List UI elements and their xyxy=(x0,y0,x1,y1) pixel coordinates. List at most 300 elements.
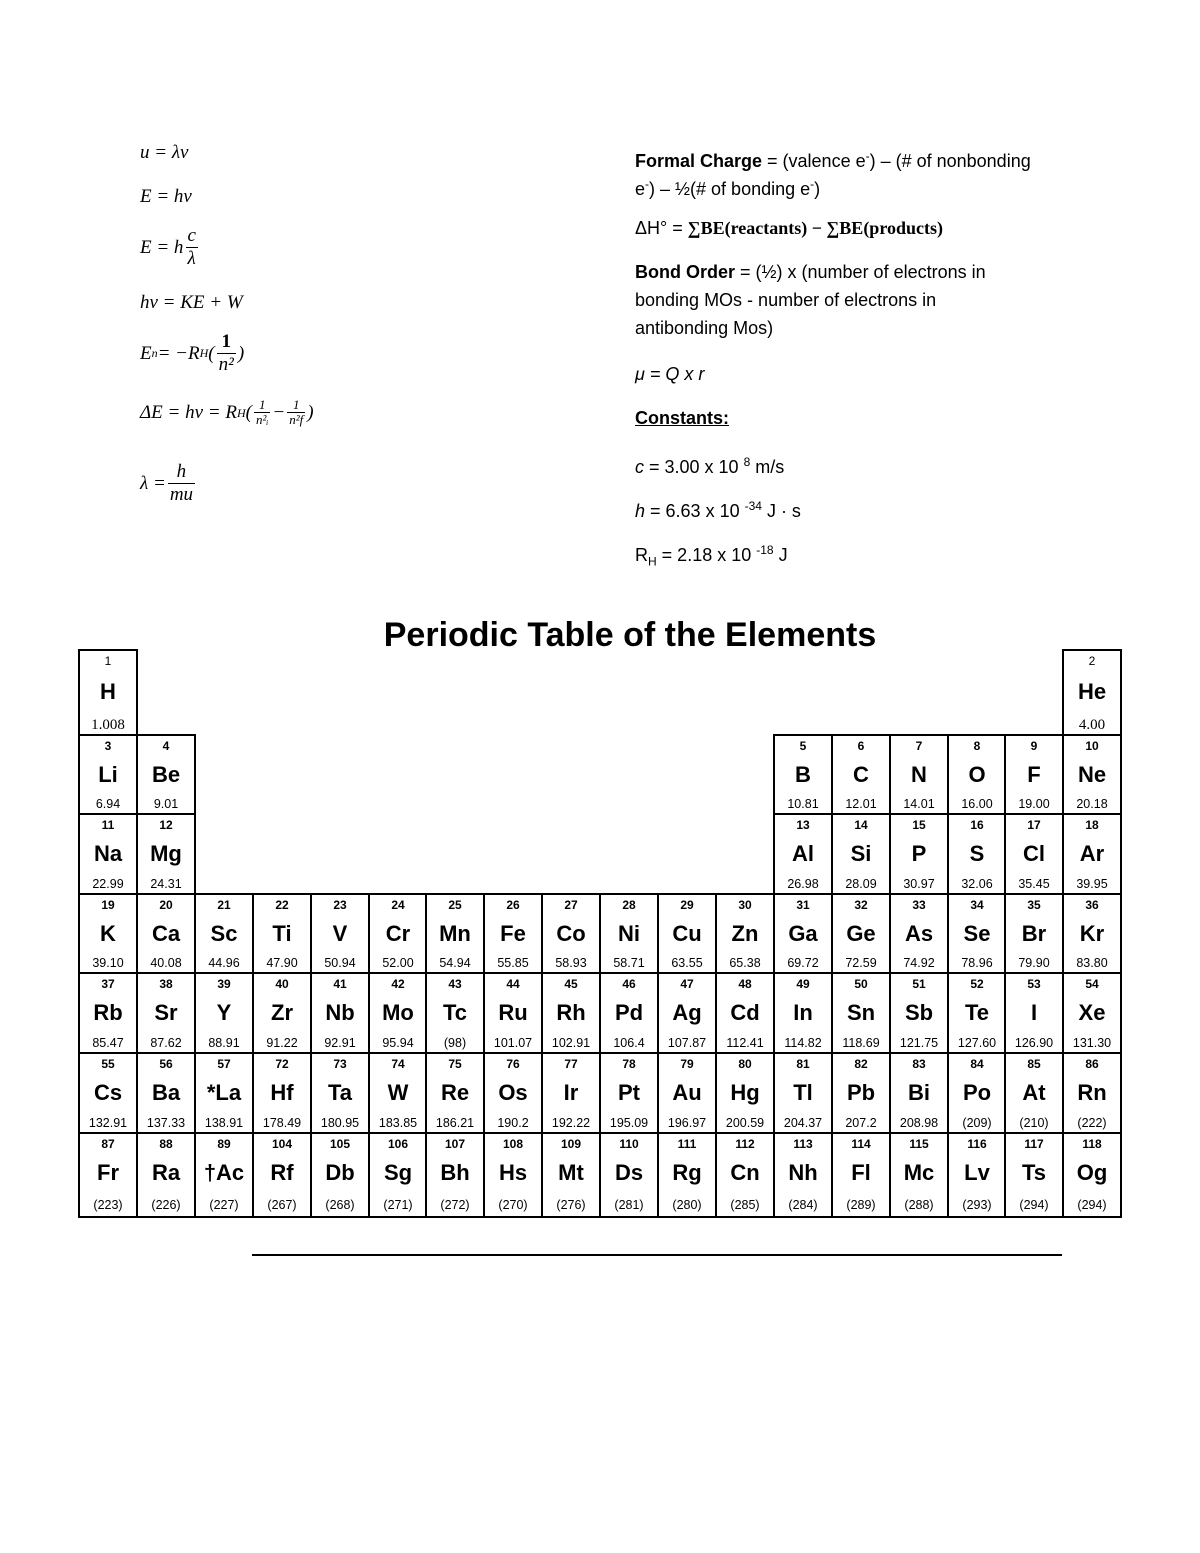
numerator: 1 xyxy=(221,331,231,352)
enthalpy-formula xyxy=(635,214,943,242)
element-cell-tl xyxy=(773,1052,833,1136)
atomic-number: 47 xyxy=(680,977,694,991)
atomic-number: 85 xyxy=(1027,1057,1041,1071)
atomic-mass: (268) xyxy=(325,1198,355,1212)
fraction xyxy=(168,462,195,506)
element-cell-og xyxy=(1062,1132,1122,1218)
element-symbol: B xyxy=(795,762,811,787)
atomic-number: 104 xyxy=(271,1137,293,1151)
constants-heading xyxy=(635,404,729,432)
element-cell-in xyxy=(773,972,833,1056)
atomic-mass: 95.94 xyxy=(382,1036,414,1050)
atomic-number: 38 xyxy=(159,977,173,991)
equation-text: λ = xyxy=(140,472,166,494)
element-cell-kr xyxy=(1062,893,1122,976)
element-cell-ga xyxy=(773,893,833,976)
atomic-mass: 131.30 xyxy=(1072,1036,1112,1050)
paren: ( xyxy=(208,342,215,364)
bond-order-label: Bond Order xyxy=(635,262,736,282)
element-cell-c xyxy=(831,734,891,817)
bond-order-line3: antibonding Mos) xyxy=(635,318,774,338)
atomic-mass: 69.72 xyxy=(787,956,819,970)
atomic-mass: 180.95 xyxy=(320,1116,360,1130)
paren: ) xyxy=(307,402,314,424)
formula-text: m/s xyxy=(750,457,785,477)
atomic-number: 49 xyxy=(796,977,810,991)
element-cell-ac xyxy=(194,1132,254,1218)
element-cell-rh xyxy=(541,972,601,1056)
atomic-number: 5 xyxy=(799,739,807,753)
element-cell-zn xyxy=(715,893,775,976)
atomic-number: 2 xyxy=(1088,654,1096,668)
atomic-number: 72 xyxy=(275,1057,289,1071)
element-cell-cl xyxy=(1004,813,1064,897)
element-symbol: Al xyxy=(792,841,814,866)
element-cell-mg xyxy=(136,813,196,897)
equation-text: u = λv xyxy=(140,142,189,163)
atomic-number: 43 xyxy=(448,977,462,991)
element-symbol: Ba xyxy=(151,1080,181,1105)
atomic-mass: 178.49 xyxy=(262,1116,302,1130)
atomic-number: 11 xyxy=(101,818,115,832)
atomic-mass: (280) xyxy=(672,1198,702,1212)
element-cell-ag xyxy=(657,972,717,1056)
element-cell-mo xyxy=(368,972,428,1056)
element-cell-i xyxy=(1004,972,1064,1056)
element-symbol: Fe xyxy=(500,921,526,946)
subscript: n xyxy=(151,346,158,361)
element-cell-nh xyxy=(773,1132,833,1218)
element-symbol: Os xyxy=(498,1080,528,1105)
element-cell-pt xyxy=(599,1052,659,1136)
mu-symbol: μ xyxy=(635,364,645,384)
fraction xyxy=(217,332,236,376)
atomic-mass: 106.4 xyxy=(613,1036,645,1050)
atomic-mass: 16.00 xyxy=(961,797,993,811)
atomic-number: 14 xyxy=(854,818,868,832)
element-cell-sr xyxy=(136,972,196,1056)
element-cell-au xyxy=(657,1052,717,1136)
element-symbol: Tc xyxy=(442,1000,468,1025)
atomic-number: 115 xyxy=(909,1137,929,1151)
atomic-mass: 10.81 xyxy=(787,797,819,811)
atomic-mass: 12.01 xyxy=(845,797,877,811)
element-symbol: At xyxy=(1022,1080,1046,1105)
element-symbol: Cs xyxy=(93,1080,123,1105)
element-symbol: Db xyxy=(325,1160,355,1185)
atomic-number: 19 xyxy=(101,898,115,912)
atomic-mass: 183.85 xyxy=(378,1116,418,1130)
element-cell-bh xyxy=(425,1132,485,1218)
element-cell-ge xyxy=(831,893,891,976)
formal-charge-label: Formal Charge xyxy=(635,151,763,171)
atomic-number: 117 xyxy=(1024,1137,1044,1151)
constant-symbol: h xyxy=(635,501,646,521)
atomic-number: 26 xyxy=(506,898,520,912)
atomic-number: 80 xyxy=(738,1057,752,1071)
formula-text: = (½) x (number of electrons in xyxy=(735,262,986,282)
subscript: H xyxy=(199,346,209,361)
atomic-number: 37 xyxy=(101,977,115,991)
atomic-mass: 132.91 xyxy=(88,1116,128,1130)
atomic-mass: 22.99 xyxy=(92,877,124,891)
element-symbol: Cu xyxy=(672,921,702,946)
fraction xyxy=(185,226,197,270)
atomic-mass: 58.93 xyxy=(555,956,587,970)
element-cell-li xyxy=(78,734,138,817)
atomic-number: 79 xyxy=(680,1057,694,1071)
element-symbol: Ne xyxy=(1077,762,1107,787)
element-symbol: Si xyxy=(850,841,872,866)
atomic-number: 46 xyxy=(622,977,636,991)
atomic-number: 13 xyxy=(796,818,810,832)
atomic-number: 105 xyxy=(329,1137,351,1151)
atomic-number: 73 xyxy=(333,1057,347,1071)
atomic-mass: (226) xyxy=(151,1198,181,1212)
page-title: Periodic Table of the Elements xyxy=(383,616,877,654)
element-symbol: Pt xyxy=(618,1080,640,1105)
atomic-number: 6 xyxy=(857,739,865,753)
atomic-number: 82 xyxy=(854,1057,868,1071)
element-cell-cr xyxy=(368,893,428,976)
atomic-number: 110 xyxy=(619,1137,639,1151)
atomic-mass: 28.09 xyxy=(845,877,877,891)
atomic-number: 54 xyxy=(1085,977,1099,991)
constants-label: Constants: xyxy=(635,408,729,428)
element-cell-rf xyxy=(252,1132,312,1218)
bond-order-line2: bonding MOs - number of electrons in xyxy=(635,290,937,310)
formal-charge-line2 xyxy=(635,170,820,203)
element-symbol: Rh xyxy=(556,1000,586,1025)
element-cell-re xyxy=(425,1052,485,1136)
atomic-number: 29 xyxy=(680,898,694,912)
formula-text: ) – ½(# of bonding e xyxy=(649,179,811,199)
atomic-mass: 112.41 xyxy=(726,1036,764,1050)
atomic-number: 28 xyxy=(622,898,636,912)
atomic-number: 12 xyxy=(159,818,173,832)
element-cell-h xyxy=(78,649,138,737)
atomic-number: 21 xyxy=(217,898,231,912)
constant-symbol: R xyxy=(635,545,648,565)
element-cell-cu xyxy=(657,893,717,976)
element-symbol: V xyxy=(332,921,348,946)
atomic-number: 109 xyxy=(560,1137,582,1151)
element-cell-o xyxy=(947,734,1007,817)
atomic-number: 15 xyxy=(912,818,926,832)
constant-planck xyxy=(635,492,801,525)
atomic-number: 1 xyxy=(104,654,112,668)
element-cell-sn xyxy=(831,972,891,1056)
element-symbol: Xe xyxy=(1078,1000,1106,1025)
element-cell-he xyxy=(1062,649,1122,737)
atomic-number: 17 xyxy=(1027,818,1041,832)
denominator: n² xyxy=(218,353,234,375)
atomic-mass: 74.92 xyxy=(903,956,935,970)
element-symbol: Cd xyxy=(730,1000,760,1025)
element-cell-hs xyxy=(483,1132,543,1218)
element-symbol: F xyxy=(1027,762,1041,787)
element-cell-at xyxy=(1004,1052,1064,1136)
atomic-number: 40 xyxy=(275,977,289,991)
formula-text: e xyxy=(635,179,646,199)
element-symbol: Mc xyxy=(903,1160,935,1185)
element-symbol: Rf xyxy=(270,1160,294,1185)
equation-text: E = h xyxy=(140,236,184,258)
atomic-number: 55 xyxy=(101,1057,115,1071)
atomic-mass: 91.22 xyxy=(266,1036,298,1050)
atomic-mass: (294) xyxy=(1019,1198,1049,1212)
atomic-mass: (294) xyxy=(1077,1198,1107,1212)
atomic-mass: (271) xyxy=(383,1198,413,1212)
element-symbol: Cn xyxy=(730,1160,760,1185)
atomic-number: 27 xyxy=(564,898,578,912)
atomic-mass: 207.2 xyxy=(845,1116,877,1130)
denominator: n²f xyxy=(289,412,304,428)
element-symbol: Ni xyxy=(618,921,640,946)
element-cell-y xyxy=(194,972,254,1056)
equation-photoelectric xyxy=(140,292,243,314)
element-symbol: Br xyxy=(1021,921,1047,946)
atomic-mass: (276) xyxy=(556,1198,586,1212)
atomic-number: 108 xyxy=(502,1137,524,1151)
element-cell-zr xyxy=(252,972,312,1056)
atomic-mass: (223) xyxy=(93,1198,123,1212)
element-cell-co xyxy=(541,893,601,976)
element-symbol: Se xyxy=(963,921,991,946)
divider-line xyxy=(252,1254,1062,1256)
element-cell-si xyxy=(831,813,891,897)
element-symbol: Nb xyxy=(325,1000,355,1025)
element-cell-ne xyxy=(1062,734,1122,817)
atomic-mass: 58.71 xyxy=(613,956,645,970)
element-symbol: Po xyxy=(962,1080,992,1105)
constant-symbol: c xyxy=(635,457,644,477)
atomic-mass: 190.2 xyxy=(497,1116,529,1130)
formula-text: ) xyxy=(814,179,821,199)
atomic-number: 31 xyxy=(796,898,810,912)
atomic-mass: 4.00 xyxy=(1078,717,1106,733)
atomic-number: 51 xyxy=(912,977,926,991)
element-cell-te xyxy=(947,972,1007,1056)
atomic-number: 113 xyxy=(793,1137,813,1151)
atomic-mass: (227) xyxy=(209,1198,239,1212)
atomic-mass: 19.00 xyxy=(1018,797,1050,811)
formula-text: = 6.63 x 10 xyxy=(645,501,745,521)
exponent: 8 xyxy=(743,455,751,469)
atomic-number: 18 xyxy=(1085,818,1099,832)
element-cell-lv xyxy=(947,1132,1007,1218)
atomic-number: 56 xyxy=(159,1057,173,1071)
formula-text: ) – (# of nonbonding xyxy=(869,151,1031,171)
atomic-number: 89 xyxy=(217,1137,231,1151)
element-cell-k xyxy=(78,893,138,976)
element-cell-al xyxy=(773,813,833,897)
element-symbol: Kr xyxy=(1079,921,1105,946)
element-symbol: Ar xyxy=(1079,841,1105,866)
numerator: c xyxy=(187,225,196,246)
superscript: - xyxy=(810,177,815,191)
atomic-number: 114 xyxy=(851,1137,871,1151)
atomic-mass: 32.06 xyxy=(961,877,993,891)
element-cell-ca xyxy=(136,893,196,976)
element-cell-xe xyxy=(1062,972,1122,1056)
equation-photon-energy xyxy=(140,186,192,208)
equation-wave-speed xyxy=(140,142,188,164)
element-cell-w xyxy=(368,1052,428,1136)
atomic-number: 24 xyxy=(391,898,405,912)
atomic-mass: 192.22 xyxy=(551,1116,591,1130)
equation-rydberg xyxy=(140,398,314,428)
element-cell-ra xyxy=(136,1132,196,1218)
formula-text: ∑BE(reactants) − ∑BE(products) xyxy=(687,218,943,238)
atomic-number: 35 xyxy=(1027,898,1041,912)
atomic-mass: 72.59 xyxy=(845,956,877,970)
formula-text: = (valence e xyxy=(762,151,866,171)
element-cell-n xyxy=(889,734,949,817)
atomic-mass: 1.008 xyxy=(91,717,125,733)
atomic-mass: (293) xyxy=(962,1198,992,1212)
element-symbol: Rn xyxy=(1077,1080,1107,1105)
paren: ) xyxy=(237,342,245,364)
paren: ( xyxy=(245,402,252,424)
element-symbol: Lv xyxy=(964,1160,990,1185)
atomic-mass: (281) xyxy=(614,1198,644,1212)
element-symbol: Mo xyxy=(382,1000,414,1025)
element-cell-la xyxy=(194,1052,254,1136)
element-symbol: Ga xyxy=(788,921,818,946)
formula-text: = Q x r xyxy=(644,364,705,384)
exponent: -18 xyxy=(756,543,774,557)
atomic-number: 112 xyxy=(735,1137,755,1151)
element-cell-db xyxy=(310,1132,370,1218)
atomic-mass: 121.75 xyxy=(899,1036,939,1050)
atomic-number: 25 xyxy=(448,898,462,912)
element-symbol: Mg xyxy=(150,841,182,866)
element-symbol: Co xyxy=(556,921,586,946)
atomic-mass: 24.31 xyxy=(150,877,182,891)
element-symbol: Sn xyxy=(846,1000,876,1025)
atomic-number: 50 xyxy=(854,977,868,991)
atomic-number: 36 xyxy=(1085,898,1099,912)
atomic-mass: (285) xyxy=(730,1198,760,1212)
atomic-mass: 50.94 xyxy=(324,956,356,970)
element-symbol: Sb xyxy=(904,1000,934,1025)
element-symbol: Ti xyxy=(272,921,292,946)
atomic-mass: 83.80 xyxy=(1076,956,1108,970)
atomic-number: 107 xyxy=(444,1137,466,1151)
atomic-number: 52 xyxy=(970,977,984,991)
element-cell-as xyxy=(889,893,949,976)
atomic-mass: 107.87 xyxy=(667,1036,707,1050)
atomic-number: 23 xyxy=(333,898,347,912)
element-symbol: Ca xyxy=(151,921,181,946)
element-cell-nb xyxy=(310,972,370,1056)
element-cell-ds xyxy=(599,1132,659,1218)
element-symbol: I xyxy=(1030,1000,1038,1025)
subscript: H xyxy=(236,405,246,420)
element-cell-rg xyxy=(657,1132,717,1218)
element-cell-hf xyxy=(252,1052,312,1136)
atomic-mass: 30.97 xyxy=(903,877,935,891)
constant-rydberg xyxy=(635,536,788,576)
atomic-mass: 88.91 xyxy=(208,1036,240,1050)
element-symbol: Te xyxy=(964,1000,990,1025)
atomic-mass: 118.69 xyxy=(842,1036,880,1050)
atomic-number: 88 xyxy=(159,1137,173,1151)
element-cell-ir xyxy=(541,1052,601,1136)
element-symbol: Pd xyxy=(614,1000,644,1025)
atomic-mass: (289) xyxy=(846,1198,876,1212)
denominator: λ xyxy=(187,247,196,269)
element-symbol: Ts xyxy=(1021,1160,1047,1185)
element-cell-v xyxy=(310,893,370,976)
equation-text: = −R xyxy=(157,342,200,364)
element-cell-fr xyxy=(78,1132,138,1218)
element-symbol: Nh xyxy=(788,1160,818,1185)
element-symbol: Tl xyxy=(793,1080,813,1105)
superscript: - xyxy=(865,149,870,163)
element-cell-cd xyxy=(715,972,775,1056)
atomic-mass: 196.97 xyxy=(667,1116,707,1130)
atomic-mass: 54.94 xyxy=(439,956,471,970)
atomic-number: 86 xyxy=(1085,1057,1099,1071)
atomic-number: 41 xyxy=(333,977,347,991)
element-cell-mt xyxy=(541,1132,601,1218)
element-cell-pb xyxy=(831,1052,891,1136)
element-symbol: *La xyxy=(206,1080,242,1105)
element-cell-ts xyxy=(1004,1132,1064,1218)
atomic-mass: 200.59 xyxy=(725,1116,765,1130)
element-cell-rn xyxy=(1062,1052,1122,1136)
atomic-number: 8 xyxy=(973,739,981,753)
element-symbol: W xyxy=(387,1080,409,1105)
element-symbol: Zn xyxy=(731,921,759,946)
subscript: H xyxy=(648,554,657,569)
atomic-mass: 20.18 xyxy=(1076,797,1108,811)
atomic-number: 10 xyxy=(1085,739,1099,753)
element-symbol: Mn xyxy=(439,921,471,946)
atomic-number: 42 xyxy=(391,977,405,991)
numerator: 1 xyxy=(293,397,300,412)
element-cell-s xyxy=(947,813,1007,897)
atomic-number: 39 xyxy=(217,977,231,991)
element-symbol: Fr xyxy=(97,1160,119,1185)
atomic-mass: (98) xyxy=(443,1036,467,1050)
element-symbol: Rg xyxy=(672,1160,702,1185)
element-symbol: He xyxy=(1077,679,1107,704)
element-cell-fe xyxy=(483,893,543,976)
atomic-mass: 14.01 xyxy=(903,797,935,811)
element-cell-na xyxy=(78,813,138,897)
atomic-number: 74 xyxy=(391,1057,405,1071)
atomic-mass: 127.60 xyxy=(957,1036,997,1050)
element-cell-tc xyxy=(425,972,485,1056)
atomic-number: 33 xyxy=(912,898,926,912)
element-cell-os xyxy=(483,1052,543,1136)
element-symbol: Be xyxy=(151,762,181,787)
atomic-number: 77 xyxy=(564,1057,578,1071)
equation-text: hv = KE + W xyxy=(140,292,243,313)
element-symbol: Rb xyxy=(93,1000,123,1025)
equation-text: ΔE = hv = R xyxy=(140,402,237,424)
fraction xyxy=(254,398,270,428)
element-cell-br xyxy=(1004,893,1064,976)
element-cell-hg xyxy=(715,1052,775,1136)
formula-text: J xyxy=(773,545,788,565)
atomic-number: 116 xyxy=(967,1137,987,1151)
element-symbol: Sr xyxy=(154,1000,178,1025)
atomic-mass: 195.09 xyxy=(609,1116,649,1130)
